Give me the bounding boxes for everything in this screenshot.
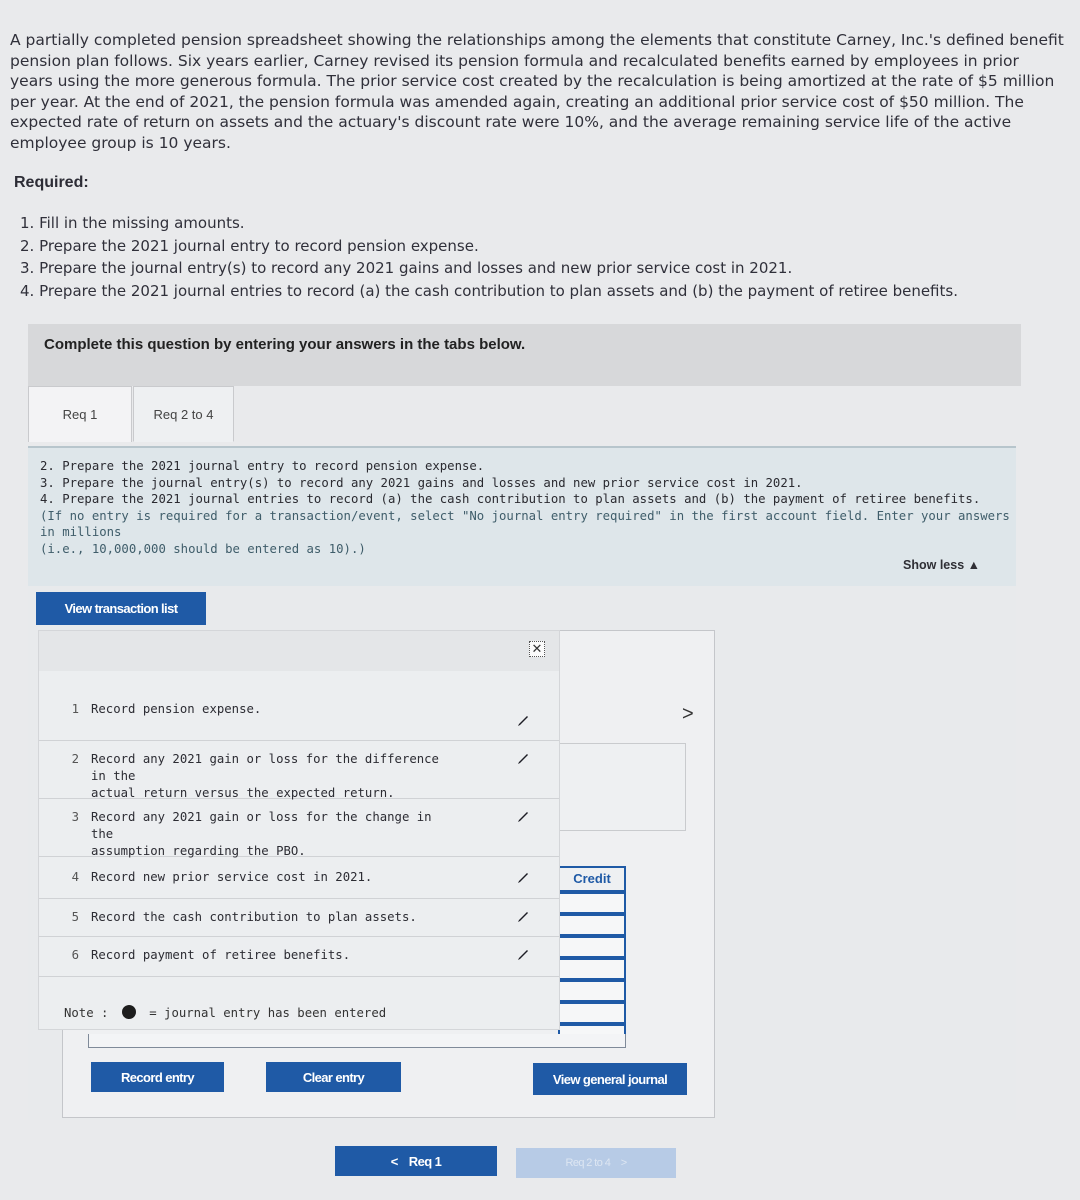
edit-pencil-icon[interactable] <box>517 949 529 961</box>
transaction-number: 4 <box>71 870 79 884</box>
transaction-description: Record any 2021 gain or loss for the difference in the actual return versus the expected return. <box>91 752 439 800</box>
credit-input[interactable] <box>558 980 626 1002</box>
note-text: = journal entry has been entered <box>149 1006 387 1020</box>
instruction-note-1: (If no entry is required for a transaction/event, select "No journal entry required" in the first account field. Enter your answers in millions <box>40 508 1010 539</box>
chevron-right-icon: > <box>620 1157 627 1169</box>
transaction-number: 6 <box>71 948 79 962</box>
transaction-number: 5 <box>71 910 79 924</box>
transaction-description: Record payment of retiree benefits. <box>91 948 351 962</box>
next-req-button[interactable] <box>516 1148 676 1178</box>
list-item[interactable] <box>39 741 559 799</box>
edit-pencil-icon[interactable] <box>517 715 529 727</box>
prev-req-label: Req 1 <box>408 1153 442 1169</box>
view-transaction-list-button[interactable]: View transaction list <box>36 592 206 625</box>
transaction-description: Record the cash contribution to plan assets. <box>91 910 417 924</box>
requirement-1: 1. Fill in the missing amounts. <box>20 214 245 232</box>
view-general-journal-button[interactable]: View general journal <box>533 1063 687 1095</box>
tab-instructions <box>28 446 1016 586</box>
list-item[interactable] <box>39 799 559 857</box>
show-less-link[interactable]: Show less ▲ <box>903 558 980 572</box>
edit-pencil-icon[interactable] <box>517 911 529 923</box>
list-item[interactable] <box>39 937 559 977</box>
tab-req-2-to-4-label: Req 2 to 4 <box>153 407 214 422</box>
tab-req-1-label: Req 1 <box>62 407 98 422</box>
transaction-number: 3 <box>71 810 79 824</box>
required-label: Required: <box>14 174 89 191</box>
chevron-right-icon[interactable]: > <box>682 703 694 725</box>
credit-input[interactable] <box>558 892 626 914</box>
note-label: Note : <box>64 1006 109 1020</box>
transaction-number: 2 <box>71 752 79 766</box>
credit-input[interactable] <box>558 958 626 980</box>
edit-pencil-icon[interactable] <box>517 872 529 884</box>
prev-req-button[interactable] <box>335 1146 497 1176</box>
record-entry-button[interactable]: Record entry <box>91 1062 224 1092</box>
instruction-note-2: (i.e., 10,000,000 should be entered as 10).) <box>40 541 366 556</box>
list-item[interactable] <box>39 701 559 741</box>
instruction-line-3: 3. Prepare the journal entry(s) to record any 2021 gains and losses and new prior service cost in 2021. <box>40 475 803 490</box>
entry-preview-box <box>558 743 686 831</box>
credit-column-header: Credit <box>558 866 626 892</box>
edit-pencil-icon[interactable] <box>517 811 529 823</box>
entered-dot-icon <box>122 1005 136 1019</box>
edit-pencil-icon[interactable] <box>517 753 529 765</box>
close-icon[interactable]: ✕ <box>529 641 545 657</box>
transaction-number: 1 <box>71 702 79 716</box>
transaction-description: Record pension expense. <box>91 702 262 716</box>
list-item[interactable] <box>39 857 559 899</box>
transaction-list <box>38 630 560 1030</box>
credit-input[interactable] <box>558 936 626 958</box>
requirement-4: 4. Prepare the 2021 journal entries to record (a) the cash contribution to plan assets and (b) the payment of retiree benefits. <box>20 281 958 300</box>
chevron-left-icon: < <box>390 1153 398 1169</box>
credit-input[interactable] <box>558 1002 626 1024</box>
credit-input[interactable] <box>558 914 626 936</box>
instruction-line-2: 2. Prepare the 2021 journal entry to record pension expense. <box>40 459 485 473</box>
journal-entry-input[interactable] <box>88 1034 626 1048</box>
tab-req-2-to-4[interactable] <box>133 386 234 442</box>
tab-req-1[interactable] <box>28 386 132 442</box>
requirements-list <box>20 212 958 302</box>
requirement-3: 3. Prepare the journal entry(s) to record any 2021 gains and losses and new prior service cost in 2021. <box>20 259 793 277</box>
clear-entry-button[interactable]: Clear entry <box>266 1062 401 1092</box>
transaction-list-header <box>39 631 559 671</box>
transaction-description: Record new prior service cost in 2021. <box>91 870 373 884</box>
instruction-line-4: 4. Prepare the 2021 journal entries to record (a) the cash contribution to plan assets and (b) the payment of retiree benefits. <box>40 492 981 506</box>
instructions-banner: Complete this question by entering your answers in the tabs below. <box>28 324 1021 386</box>
requirement-2: 2. Prepare the 2021 journal entry to record pension expense. <box>20 236 479 255</box>
problem-paragraph: A partially completed pension spreadsheet showing the relationships among the elements that constitute Carney, Inc.'s defined benefit pension plan follows. Six years earlier, Carney revised its pension formula and recalculated benefits earned by employees in prior years using the more generous formula. The prior service cost created by the recalculation is being amortized at the rate of $5 million per year. At the end of 2021, the pension formula was amended again, creating an additional prior service cost of $50 million. The expected rate of return on assets and the actuary's discount rate were 10%, and the average remaining service life of the active employee group is 10 years. <box>10 31 1064 152</box>
transaction-description: Record any 2021 gain or loss for the change in the assumption regarding the PBO. <box>91 810 432 858</box>
next-req-label: Req 2 to 4 <box>565 1157 611 1169</box>
list-item[interactable] <box>39 899 559 937</box>
legend-note <box>64 1005 386 1020</box>
